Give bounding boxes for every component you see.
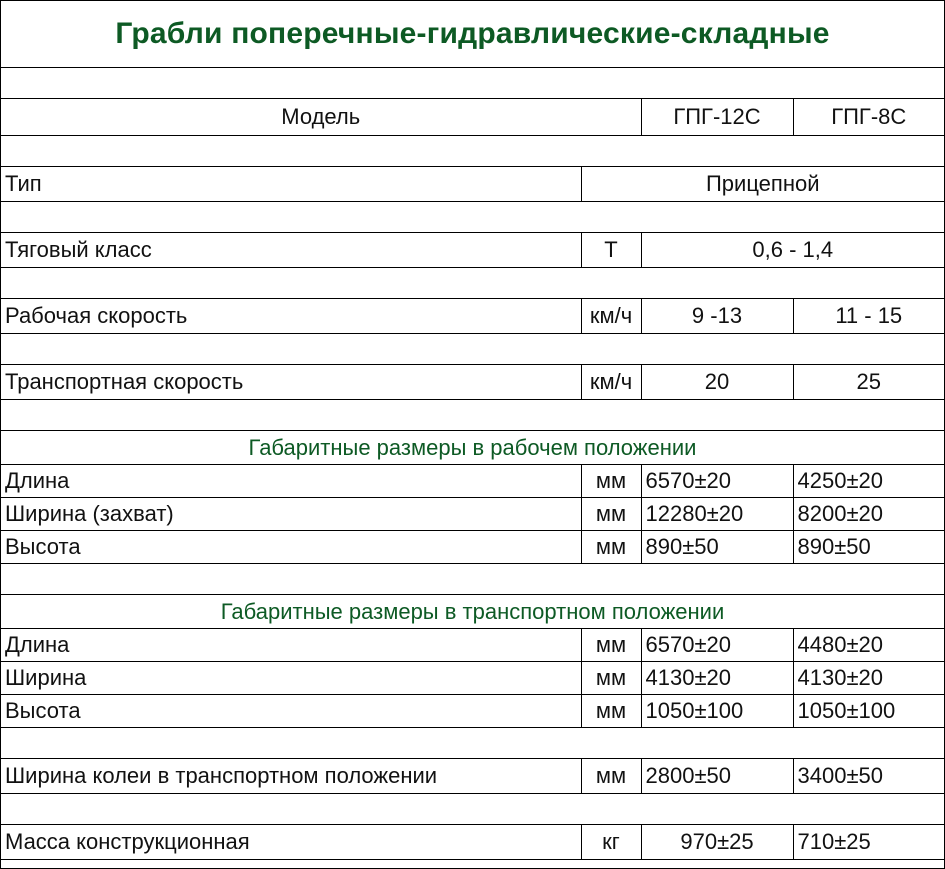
row-unit: кг bbox=[581, 825, 641, 860]
row-unit: мм bbox=[581, 695, 641, 728]
model-header-row bbox=[1, 99, 944, 136]
row-value: 4130±20 bbox=[793, 662, 944, 695]
row-unit: мм bbox=[581, 465, 641, 498]
work-width-row bbox=[1, 498, 944, 531]
track-width-row bbox=[1, 759, 944, 794]
row-label: Ширина колеи в транспортном положении bbox=[1, 759, 581, 794]
row-label: Рабочая скорость bbox=[1, 299, 581, 334]
row-value: 25 bbox=[793, 365, 944, 400]
spacer-row bbox=[1, 202, 944, 233]
row-value: 9 -13 bbox=[641, 299, 793, 334]
row-label: Длина bbox=[1, 629, 581, 662]
row-value: 890±50 bbox=[793, 531, 944, 564]
spec-table bbox=[1, 68, 944, 860]
row-value: 0,6 - 1,4 bbox=[641, 233, 944, 268]
row-unit: мм bbox=[581, 531, 641, 564]
row-unit: мм bbox=[581, 498, 641, 531]
row-value: Прицепной bbox=[581, 167, 944, 202]
row-value: 4250±20 bbox=[793, 465, 944, 498]
row-label: Масса конструкционная bbox=[1, 825, 581, 860]
row-value: 3400±50 bbox=[793, 759, 944, 794]
transport-length-row bbox=[1, 629, 944, 662]
spacer-row bbox=[1, 68, 944, 99]
row-label: Тип bbox=[1, 167, 581, 202]
transport-width-row bbox=[1, 662, 944, 695]
work-speed-row bbox=[1, 299, 944, 334]
row-label: Транспортная скорость bbox=[1, 365, 581, 400]
row-value: 1050±100 bbox=[641, 695, 793, 728]
model-label: Модель bbox=[1, 99, 641, 136]
spacer-row bbox=[1, 334, 944, 365]
row-value: 710±25 bbox=[793, 825, 944, 860]
row-value: 8200±20 bbox=[793, 498, 944, 531]
row-label: Ширина bbox=[1, 662, 581, 695]
row-unit: км/ч bbox=[581, 365, 641, 400]
spacer-row bbox=[1, 794, 944, 825]
row-value: 4480±20 bbox=[793, 629, 944, 662]
row-label: Длина bbox=[1, 465, 581, 498]
row-label: Ширина (захват) bbox=[1, 498, 581, 531]
section-heading-transport bbox=[1, 595, 944, 629]
row-unit: мм bbox=[581, 662, 641, 695]
row-value: 1050±100 bbox=[793, 695, 944, 728]
row-value: 6570±20 bbox=[641, 465, 793, 498]
row-value: 890±50 bbox=[641, 531, 793, 564]
row-label: Высота bbox=[1, 531, 581, 564]
section-heading-work bbox=[1, 431, 944, 465]
row-value: 4130±20 bbox=[641, 662, 793, 695]
traction-row bbox=[1, 233, 944, 268]
row-value: 6570±20 bbox=[641, 629, 793, 662]
section-title: Габаритные размеры в транспортном положении bbox=[1, 595, 944, 629]
work-height-row bbox=[1, 531, 944, 564]
row-unit: км/ч bbox=[581, 299, 641, 334]
row-unit: Т bbox=[581, 233, 641, 268]
row-value: 970±25 bbox=[641, 825, 793, 860]
model-name: ГПГ-12С bbox=[641, 99, 793, 136]
spacer-row bbox=[1, 400, 944, 431]
spacer-row bbox=[1, 564, 944, 595]
row-unit: мм bbox=[581, 759, 641, 794]
spacer-row bbox=[1, 136, 944, 167]
work-length-row bbox=[1, 465, 944, 498]
transport-speed-row bbox=[1, 365, 944, 400]
row-value: 12280±20 bbox=[641, 498, 793, 531]
spacer-row bbox=[1, 728, 944, 759]
row-value: 11 - 15 bbox=[793, 299, 944, 334]
row-label: Высота bbox=[1, 695, 581, 728]
sheet-title: Грабли поперечные-гидравлические-складные bbox=[1, 1, 944, 68]
row-label: Тяговый класс bbox=[1, 233, 581, 268]
type-row bbox=[1, 167, 944, 202]
row-unit: мм bbox=[581, 629, 641, 662]
model-name: ГПГ-8С bbox=[793, 99, 944, 136]
row-value: 20 bbox=[641, 365, 793, 400]
transport-height-row bbox=[1, 695, 944, 728]
row-value: 2800±50 bbox=[641, 759, 793, 794]
mass-row bbox=[1, 825, 944, 860]
spacer-row bbox=[1, 268, 944, 299]
section-title: Габаритные размеры в рабочем положении bbox=[1, 431, 944, 465]
